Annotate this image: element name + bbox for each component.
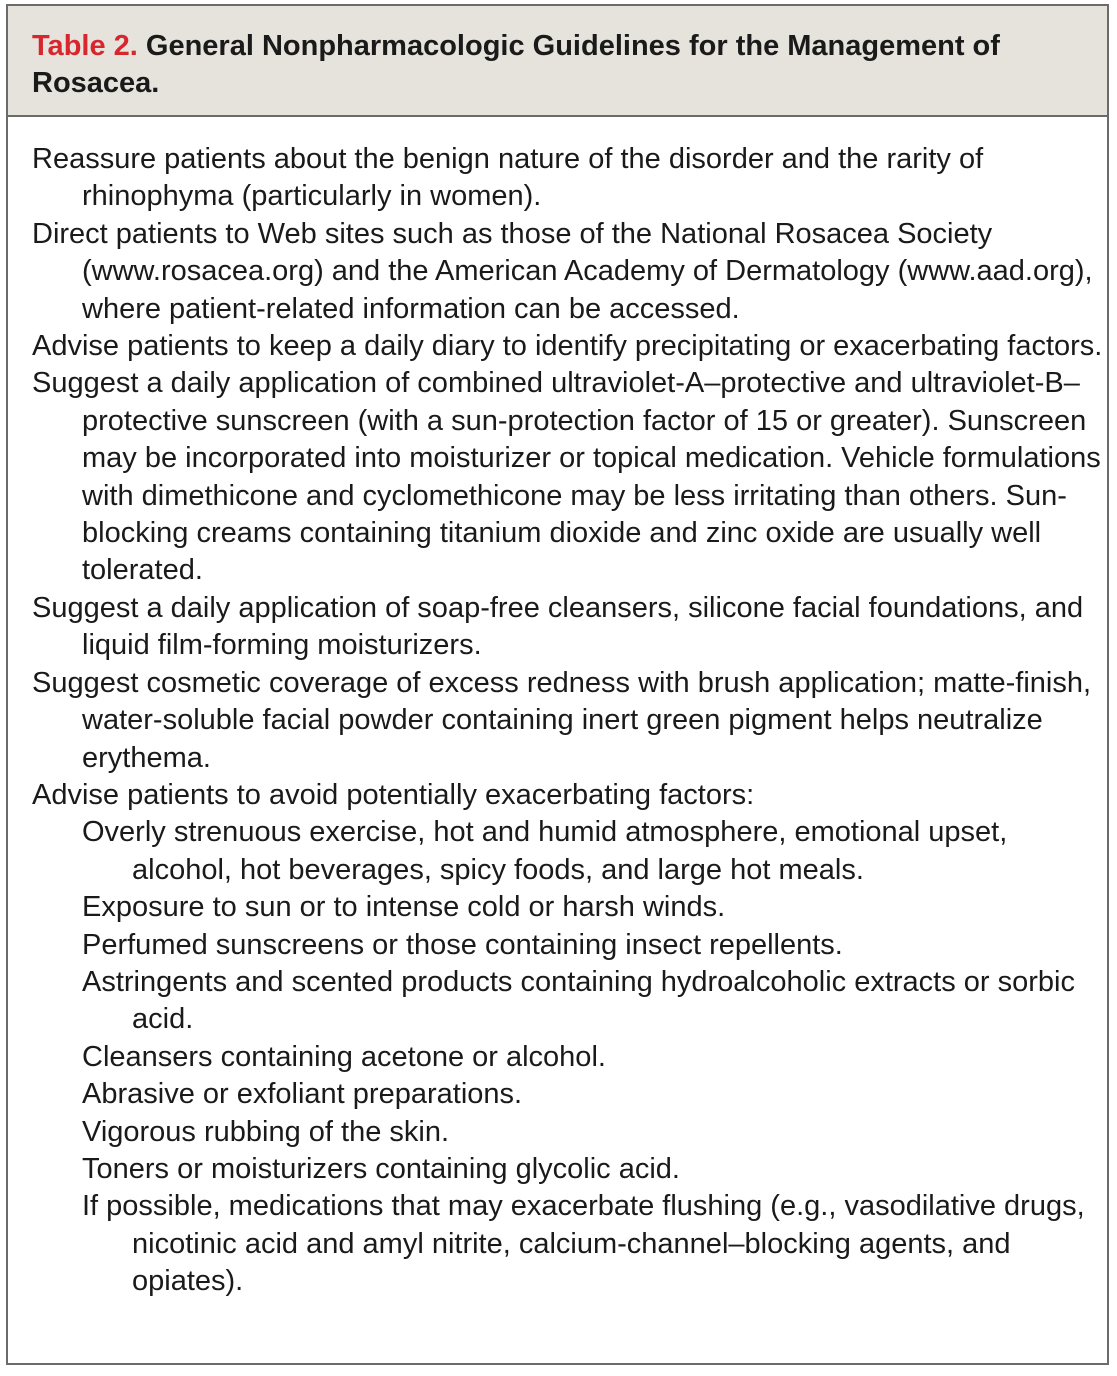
table-title: General Nonpharmacologic Guidelines for the Management of Rosacea. <box>32 30 1000 99</box>
guideline-item: Reassure patients about the benign nature of the disorder and the rarity of rhinophyma (particularly in women). <box>32 143 984 213</box>
table-box <box>6 4 1109 1365</box>
avoid-factor-item: Perfumed sunscreens or those containing insect repellents. <box>82 928 843 961</box>
avoid-factor-item: If possible, medications that may exacerbate flushing (e.g., vasodilative drugs, nicotinic acid and amyl nitrite, calcium-channel–blocking agents, and opiates). <box>82 1190 1085 1298</box>
guideline-item: Advise patients to keep a daily diary to identify precipitating or exacerbating factors. <box>32 330 1103 363</box>
avoid-factor-item: Astringents and scented products containing hydroalcoholic extracts or sorbic acid. <box>82 965 1075 1036</box>
guideline-item: Suggest a daily application of combined ultraviolet-A–protective and ultraviolet-B–protective sunscreen (with a sun-protection factor of 15 or greater). Sunscreen may be incorporated into moisturizer or topical medication. Vehicle formulations with dimethicone and cyclomethicone may be less irritating than others. Sun-blocking creams containing titanium dioxide and zinc oxide are usually well tolerated. <box>32 367 1101 587</box>
table-label: Table 2. <box>32 30 138 62</box>
table-header <box>8 6 1107 117</box>
guideline-item: Suggest a daily application of soap-free cleansers, silicone facial foundations, and liquid film-forming moisturizers. <box>32 591 1084 662</box>
avoid-heading: Advise patients to avoid potentially exacerbating factors: <box>32 778 755 811</box>
guideline-item: Direct patients to Web sites such as those of the National Rosacea Society (www.rosacea.org) and the American Academy of Dermatology (www.aad.org), where patient-related information can be accessed. <box>32 217 1093 325</box>
avoid-factor-item: Toners or moisturizers containing glycolic acid. <box>82 1152 680 1185</box>
avoid-factor-item: Vigorous rubbing of the skin. <box>82 1115 450 1148</box>
avoid-factor-item: Cleansers containing acetone or alcohol. <box>82 1040 606 1073</box>
guideline-item: Suggest cosmetic coverage of excess redness with brush application; matte-finish, water-soluble facial powder containing inert green pigment helps neutralize erythema. <box>32 666 1092 774</box>
avoid-factor-item: Exposure to sun or to intense cold or harsh winds. <box>82 891 726 924</box>
table-body <box>8 117 1107 1301</box>
avoid-factor-item: Abrasive or exfoliant preparations. <box>82 1078 523 1111</box>
avoid-factor-item: Overly strenuous exercise, hot and humid atmosphere, emotional upset, alcohol, hot beverages, spicy foods, and large hot meals. <box>82 816 1008 886</box>
